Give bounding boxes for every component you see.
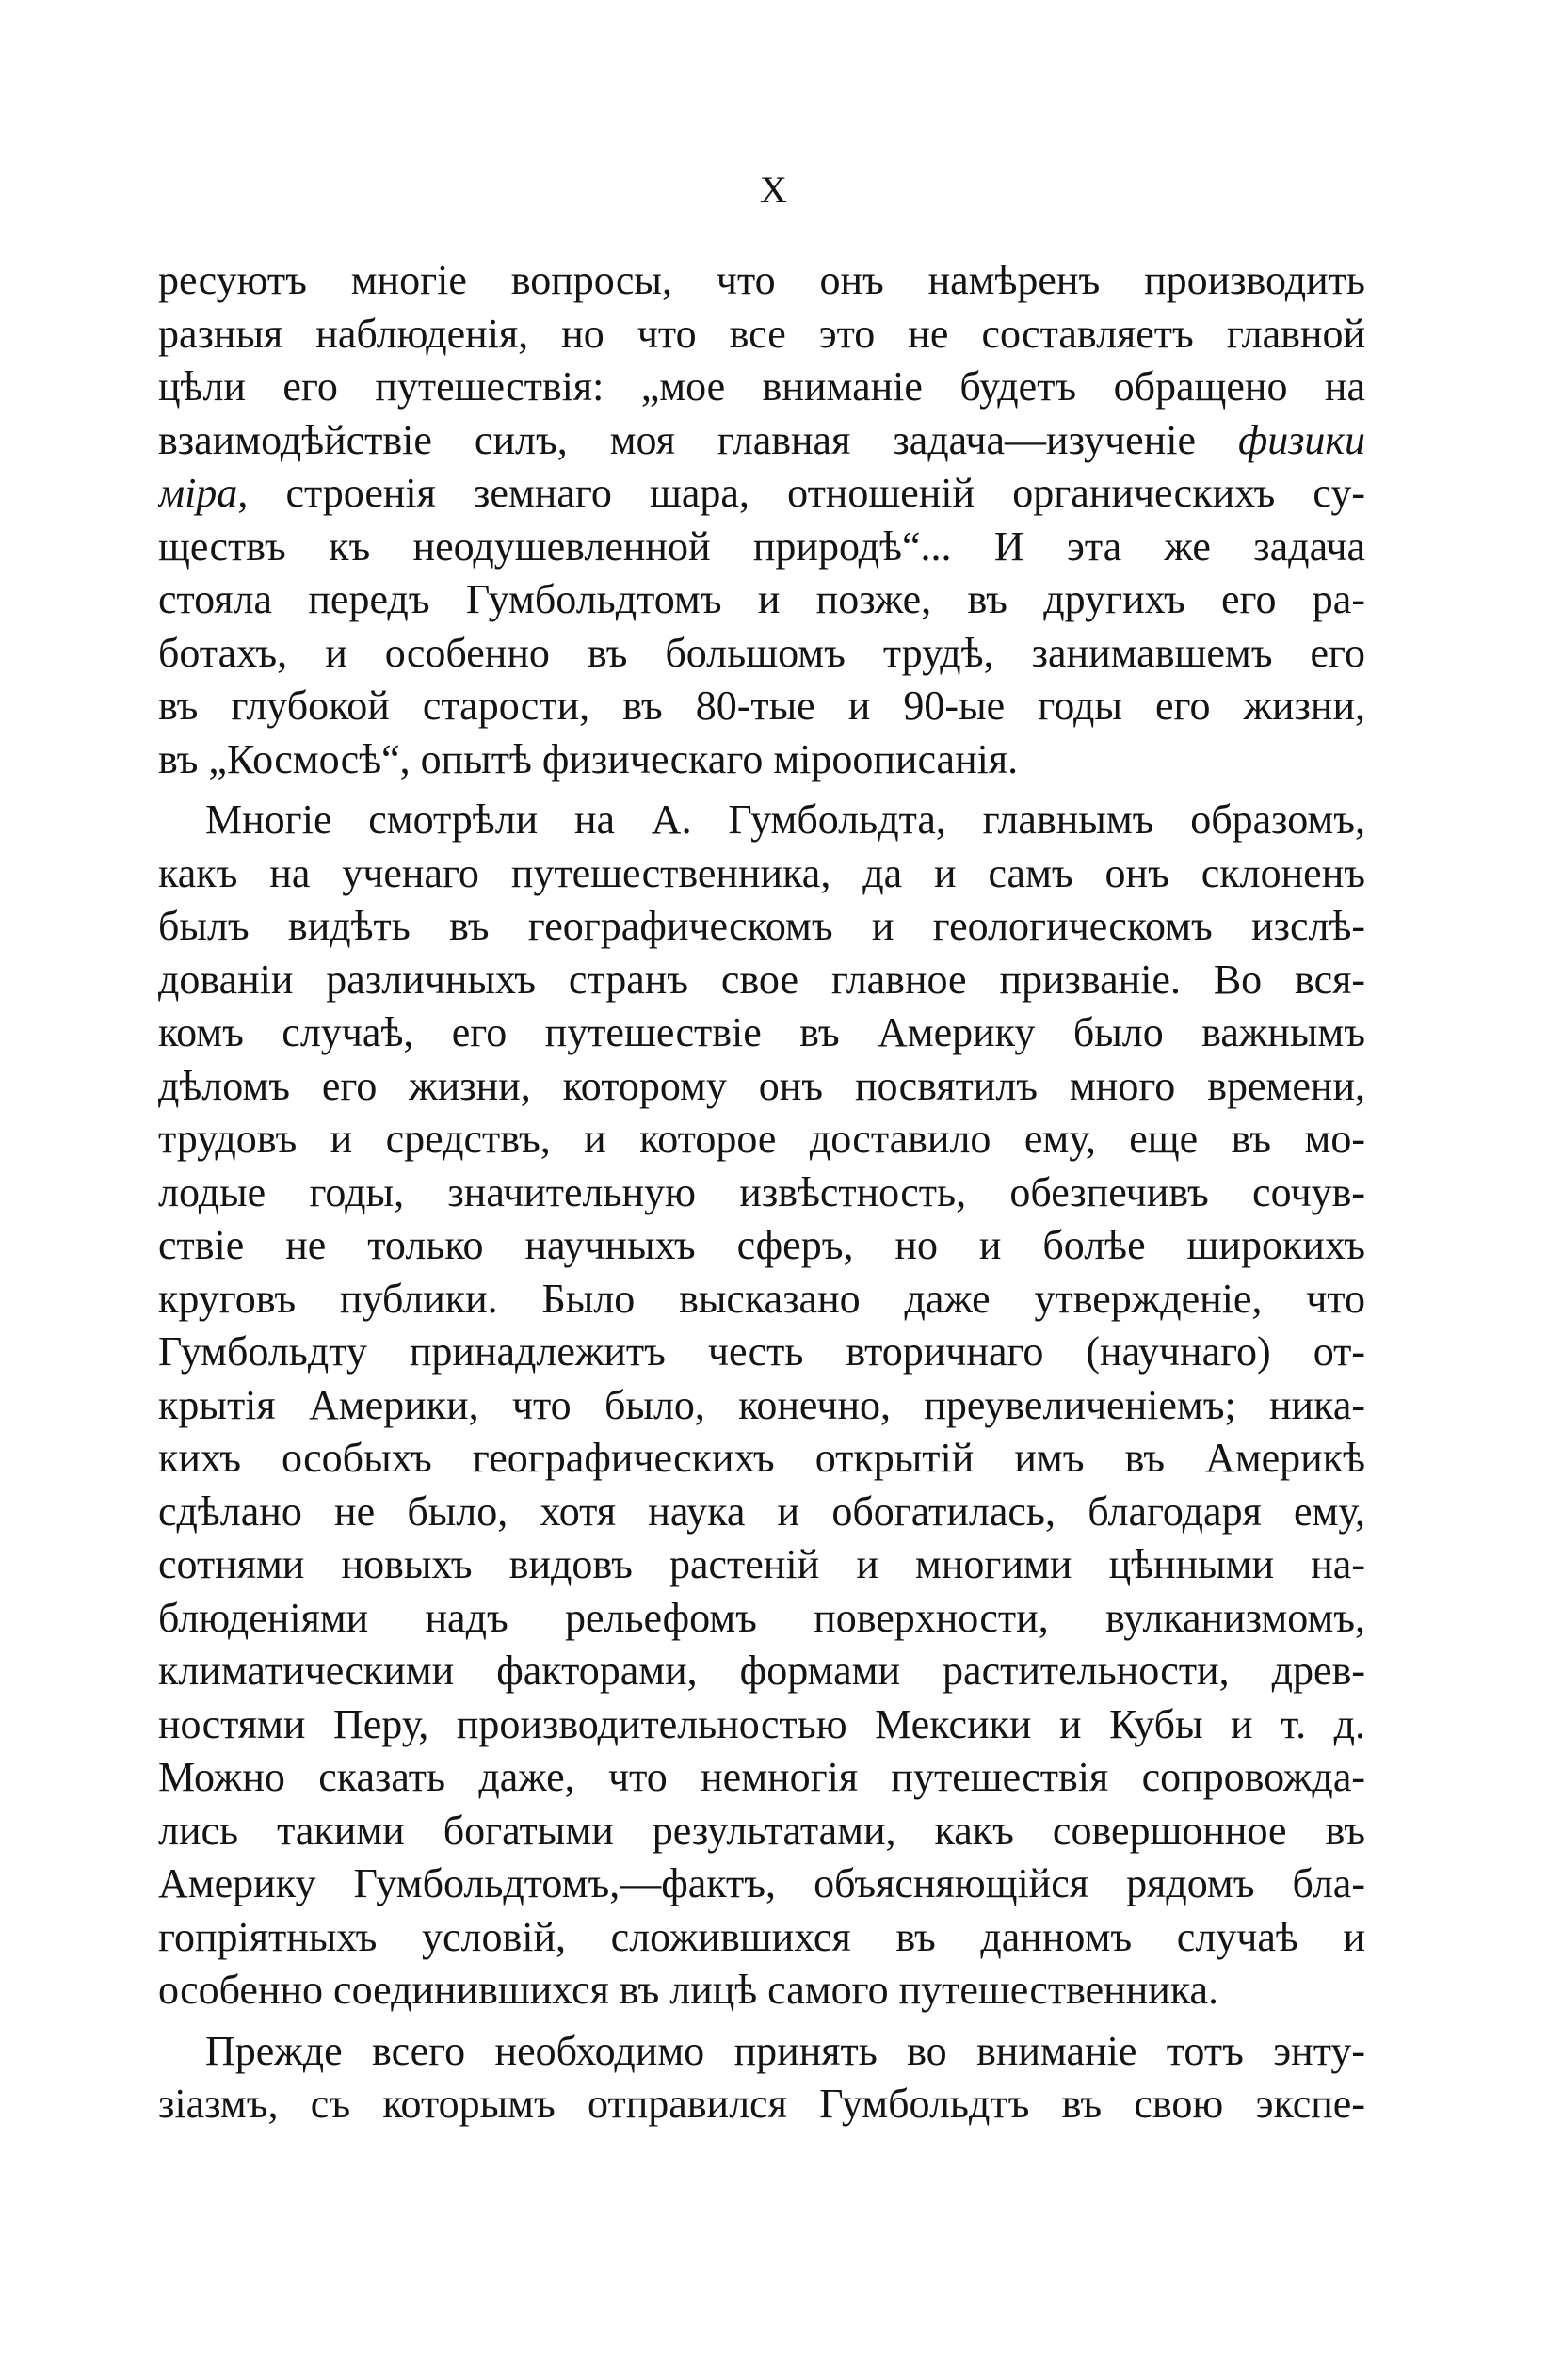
text-segment: сдѣлано не было, хотя наука и обогатилась, благодаря ему, xyxy=(158,1488,1365,1535)
text-line xyxy=(158,1006,1365,1060)
text-segment: блюденіями надъ рельефомъ поверхности, вулканизмомъ, xyxy=(158,1594,1365,1641)
text-line xyxy=(158,1060,1365,1114)
text-line xyxy=(158,2078,1365,2131)
text-segment: ресуютъ многіе вопросы, что онъ намѣренъ производить xyxy=(158,257,1365,303)
text-line xyxy=(158,308,1365,362)
text-line xyxy=(158,1911,1365,1965)
text-segment: , строенія земнаго шара, отношеній органическихъ су- xyxy=(237,470,1365,516)
text-segment: Прежде всего необходимо принять во вниманіе тотъ энту- xyxy=(205,2027,1365,2074)
text-segment: взаимодѣйствіе силъ, моя главная задача—изученіе xyxy=(158,416,1238,463)
text-line xyxy=(158,1592,1365,1646)
text-line xyxy=(158,1219,1365,1273)
text-line xyxy=(158,1698,1365,1752)
text-line xyxy=(158,1964,1365,2018)
text-line xyxy=(158,254,1365,308)
text-segment: разныя наблюденія, но что все это не составляетъ главной xyxy=(158,310,1365,357)
text-segment: стояла передъ Гумбольдтомъ и позже, въ другихъ его ра- xyxy=(158,576,1365,622)
text-line xyxy=(158,521,1365,574)
text-line xyxy=(158,847,1365,901)
body-text xyxy=(158,254,1365,2131)
text-line xyxy=(158,414,1365,468)
text-segment: климатическими факторами, формами растительности, древ- xyxy=(158,1648,1365,1694)
text-segment: дѣломъ его жизни, которому онъ посвятилъ много времени, xyxy=(158,1062,1365,1109)
text-line xyxy=(158,733,1365,787)
text-segment: цѣли его путешествія: „мое вниманіе будетъ обращено на xyxy=(158,363,1365,410)
text-line xyxy=(158,954,1365,1007)
text-line xyxy=(158,361,1365,414)
text-line xyxy=(158,1645,1365,1698)
text-segment: кихъ особыхъ географическихъ открытій имъ въ Америкѣ xyxy=(158,1435,1365,1481)
paragraph-gap xyxy=(158,786,1365,794)
italic-text: физики xyxy=(1238,416,1365,463)
text-line xyxy=(158,1857,1365,1911)
text-segment: ствіе не только научныхъ сферъ, но и болѣе широкихъ xyxy=(158,1222,1365,1268)
paragraph xyxy=(158,254,1365,786)
text-segment: Гумбольдту принадлежитъ честь вторичнаго (научнаго) от- xyxy=(158,1328,1365,1375)
text-segment: Америку Гумбольдтомъ,—фактъ, объясняющійся рядомъ бла- xyxy=(158,1860,1365,1906)
text-segment: Можно сказать даже, что немногія путешествія сопровожда- xyxy=(158,1754,1365,1800)
text-line xyxy=(158,1166,1365,1220)
text-segment: какъ на ученаго путешественника, да и самъ онъ склоненъ xyxy=(158,849,1365,896)
text-segment: былъ видѣть въ географическомъ и геологическомъ изслѣ- xyxy=(158,903,1365,949)
text-segment: ботахъ, и особенно въ большомъ трудѣ, занимавшемъ его xyxy=(158,629,1365,676)
text-segment: дованіи различныхъ странъ свое главное призваніе. Во вся- xyxy=(158,956,1365,1003)
text-segment: крытія Америки, что было, конечно, преувеличеніемъ; ника- xyxy=(158,1381,1365,1428)
text-line xyxy=(158,1432,1365,1486)
paragraph xyxy=(158,2025,1365,2131)
text-line xyxy=(158,794,1365,847)
text-line xyxy=(158,1113,1365,1166)
text-line xyxy=(158,900,1365,954)
text-line xyxy=(158,1379,1365,1433)
text-segment: Многіе смотрѣли на А. Гумбольдта, главнымъ образомъ, xyxy=(205,796,1365,843)
text-segment: зіазмъ, съ которымъ отправился Гумбольдтъ въ свою экспе- xyxy=(158,2081,1365,2127)
text-segment: ностями Перу, производительностью Мексики и Кубы и т. д. xyxy=(158,1700,1365,1747)
text-segment: въ „Космосѣ“, опытѣ физическаго міроописанія. xyxy=(158,735,1019,782)
text-segment: гопріятныхъ условій, сложившихся въ данномъ случаѣ и xyxy=(158,1913,1365,1960)
text-line xyxy=(158,1751,1365,1805)
text-line xyxy=(158,627,1365,681)
text-line xyxy=(158,573,1365,627)
text-line xyxy=(158,1538,1365,1592)
text-line xyxy=(158,1805,1365,1858)
text-segment: круговъ публики. Было высказано даже утвержденіе, что xyxy=(158,1275,1365,1322)
text-line xyxy=(158,1486,1365,1539)
text-line xyxy=(158,467,1365,521)
text-segment: сотнями новыхъ видовъ растеній и многими цѣнными на- xyxy=(158,1541,1365,1587)
text-segment: лись такими богатыми результатами, какъ совершонное въ xyxy=(158,1807,1365,1854)
text-segment: лодые годы, значительную извѣстность, обезпечивъ сочув- xyxy=(158,1168,1365,1215)
paragraph-gap xyxy=(158,2018,1365,2025)
italic-text: міра xyxy=(158,470,238,516)
text-segment: въ глубокой старости, въ 80-тые и 90-ые годы его жизни, xyxy=(158,683,1365,729)
page-number: X xyxy=(760,169,787,211)
paragraph xyxy=(158,794,1365,2018)
text-line xyxy=(158,1273,1365,1327)
text-line xyxy=(158,1326,1365,1379)
text-segment: трудовъ и средствъ, и которое доставило ему, еще въ мо- xyxy=(158,1116,1365,1162)
text-line xyxy=(158,2025,1365,2079)
text-segment: ществъ къ неодушевленной природѣ“... И эта же задача xyxy=(158,523,1365,570)
text-segment: комъ случаѣ, его путешествіе въ Америку было важнымъ xyxy=(158,1009,1365,1055)
text-line xyxy=(158,680,1365,733)
text-segment: особенно соединившихся въ лицѣ самого путешественника. xyxy=(158,1967,1219,2013)
